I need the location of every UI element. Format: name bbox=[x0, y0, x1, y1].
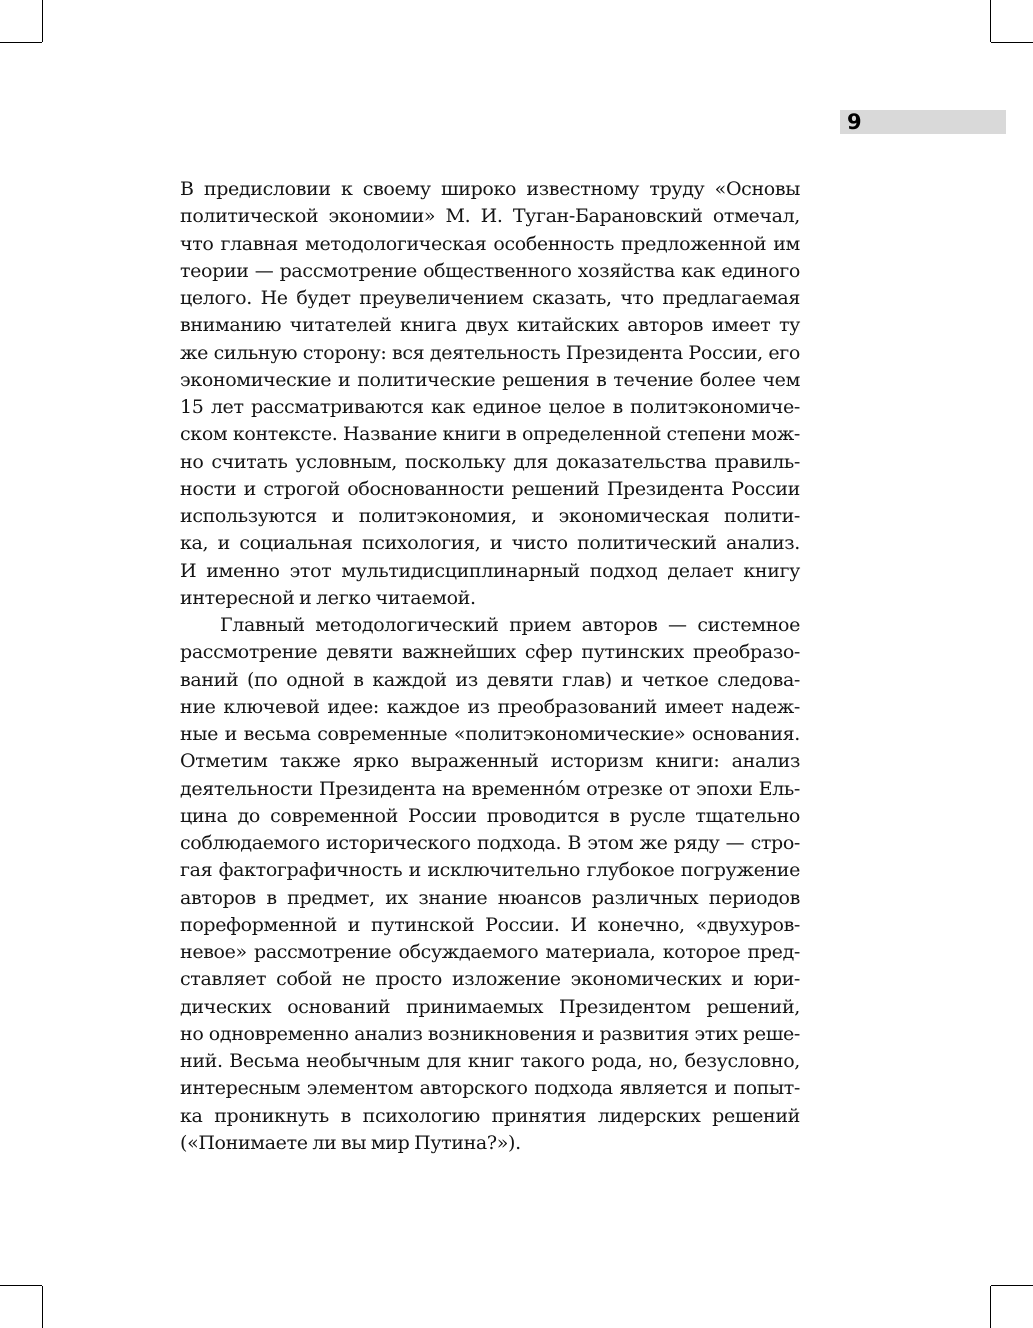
text-line: рассмотрение девяти важнейших сфер путинских преобразо- bbox=[180, 641, 800, 664]
text-line: но считать условным, поскольку для доказательства правиль- bbox=[180, 450, 800, 473]
text-line: цина до современной России проводится в русле тщательно bbox=[180, 804, 800, 827]
text-line: В предисловии к своему широко известному труду «Основы bbox=[180, 178, 800, 200]
text-line: дических оснований принимаемых Президентом решений, bbox=[180, 995, 800, 1018]
page-number-bar bbox=[840, 110, 1006, 134]
text-line: Отметим также ярко выраженный историзм книги: анализ bbox=[180, 750, 800, 773]
text-line: но одновременно анализ возникновения и развития этих реше- bbox=[180, 1022, 800, 1045]
text-line: ка, и социальная психология, и чисто политический анализ. bbox=[180, 532, 800, 555]
text-line: используются и политэкономия, и экономическая полити- bbox=[180, 505, 800, 527]
text-line: интересной и легко читаемой. bbox=[180, 586, 476, 609]
crop-mark-bottom-right-vertical bbox=[990, 1286, 991, 1328]
text-line: И именно этот мультидисциплинарный подход делает книгу bbox=[180, 559, 800, 582]
crop-mark-top-left-horizontal bbox=[0, 42, 42, 43]
text-line: что главная методологическая особенность предложенной им bbox=[180, 232, 800, 255]
text-line: авторов в предмет, их знание нюансов различных периодов bbox=[180, 886, 800, 909]
text-line: экономические и политические решения в течение более чем bbox=[180, 368, 800, 391]
text-line: Главный методологический прием авторов — системное bbox=[220, 614, 800, 636]
text-line: ности и строгой обоснованности решений Президента России bbox=[180, 477, 800, 500]
text-line: целого. Не будет преувеличением сказать, что предлагаемая bbox=[180, 287, 800, 309]
text-line: вниманию читателей книга двух китайских авторов имеет ту bbox=[180, 314, 800, 337]
text-line: ставляет собой не просто изложение экономических и юри- bbox=[180, 968, 800, 991]
text-line: соблюдаемого исторического подхода. В этом же ряду — стро- bbox=[180, 832, 800, 854]
text-line: пореформенной и путинской России. И конечно, «двухуров- bbox=[180, 913, 800, 936]
text-line: ние ключевой идее: каждое из преобразований имеет надеж- bbox=[180, 695, 800, 718]
text-line: же сильную сторону: вся деятельность Президента России, его bbox=[180, 341, 800, 364]
text-line: ском контексте. Название книги в определенной степени мож- bbox=[180, 423, 800, 446]
crop-mark-top-left-vertical bbox=[42, 0, 43, 42]
text-line: 15 лет рассматриваются как единое целое в политэкономиче- bbox=[180, 396, 800, 418]
page-number: 9 bbox=[847, 110, 862, 134]
text-line: ные и весьма современные «политэкономические» основания. bbox=[180, 723, 800, 745]
text-line: («Понимаете ли вы мир Путина?»). bbox=[180, 1131, 521, 1154]
paragraph-2 bbox=[180, 612, 800, 1157]
crop-mark-bottom-left-horizontal bbox=[0, 1285, 42, 1286]
paragraph-1 bbox=[180, 176, 800, 612]
text-line: ка проникнуть в психологию принятия лидерских решений bbox=[180, 1104, 800, 1127]
text-line: ваний (по одной в каждой из девяти глав) и четкое следова- bbox=[180, 668, 800, 691]
text-line: невое» рассмотрение обсуждаемого материала, которое пред- bbox=[180, 941, 800, 963]
text-line: политической экономии» М. И. Туган-Барановский отмечал, bbox=[180, 205, 800, 228]
text-line: ний. Весьма необычным для книг такого рода, но, безусловно, bbox=[180, 1050, 800, 1072]
text-line: гая фактографичность и исключительно глубокое погружение bbox=[180, 859, 800, 882]
text-line: деятельности Президента на временно́м отрезке от эпохи Ель- bbox=[180, 777, 800, 800]
crop-mark-top-right-vertical bbox=[990, 0, 991, 42]
crop-mark-bottom-left-vertical bbox=[42, 1286, 43, 1328]
text-line: теории — рассмотрение общественного хозяйства как единого bbox=[180, 259, 800, 282]
crop-mark-top-right-horizontal bbox=[991, 42, 1033, 43]
crop-mark-bottom-right-horizontal bbox=[991, 1285, 1033, 1286]
body-text bbox=[180, 176, 800, 1157]
text-line: интересным элементом авторского подхода является и попыт- bbox=[180, 1077, 800, 1100]
